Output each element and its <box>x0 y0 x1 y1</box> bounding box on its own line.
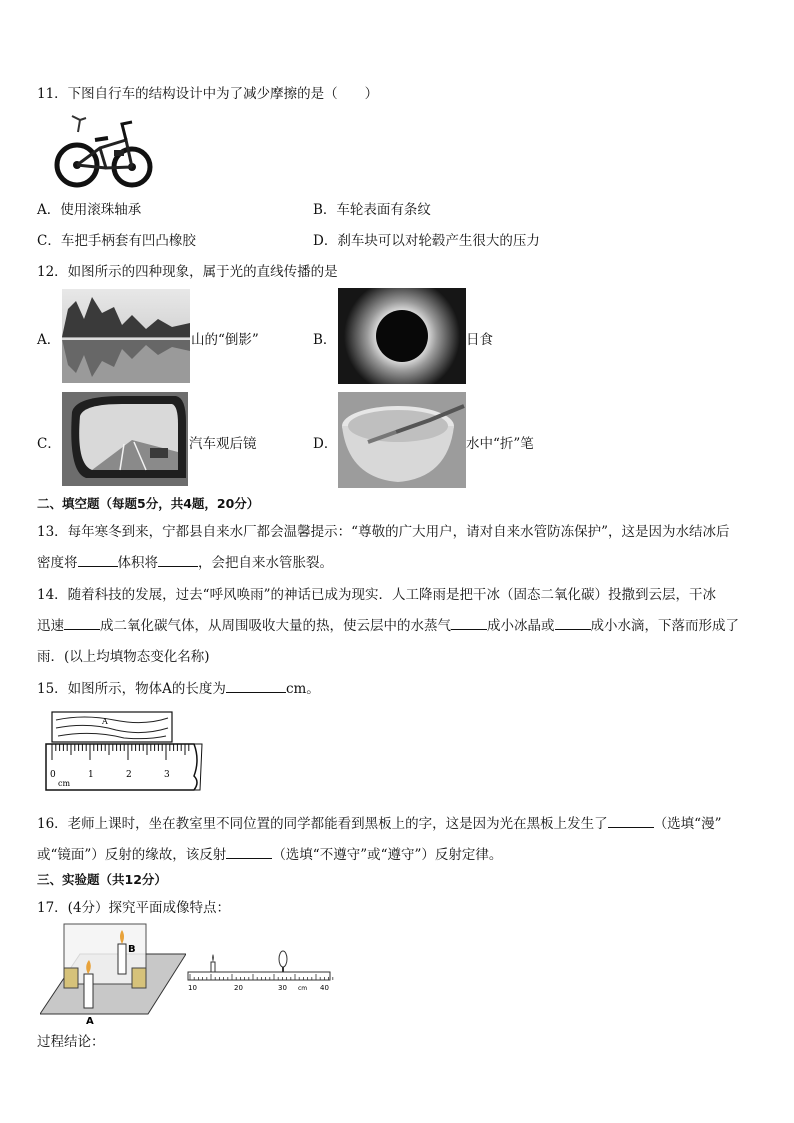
q13-text-a: 密度将 <box>37 555 78 571</box>
ruler-label-1: 1 <box>88 770 94 780</box>
q14-text-d: 成小水滴，下落而形成了 <box>590 618 739 634</box>
q14-blank-1[interactable] <box>64 616 100 630</box>
rearview-mirror-image <box>62 392 188 486</box>
q15-text-a: 15．如图所示，物体A的长度为 <box>37 681 226 697</box>
bicycle-image <box>50 110 154 192</box>
q12-option-d-caption: 水中“折”笔 <box>466 436 534 452</box>
q17-conclusion: 过程结论： <box>37 1034 105 1050</box>
q16-blank-1[interactable] <box>608 814 654 828</box>
q13-line1: 13．每年寒冬到来，宁都县自来水厂都会温馨提示：“尊敬的广大用户，请对自来水管防冻保护”，这是因为水结冰后 <box>37 524 730 540</box>
q15-stem <box>37 677 320 697</box>
q16-text-d: （选填“不遵守”或“遵守”）反射定律。 <box>272 847 503 863</box>
q13-blank-1[interactable] <box>78 553 118 567</box>
ruler-label-0: 0 <box>50 770 56 780</box>
q14-blank-2[interactable] <box>451 616 487 630</box>
q12-option-b-caption: 日食 <box>466 332 493 348</box>
solar-eclipse-image <box>338 288 466 384</box>
q12-option-d-letter[interactable]: D． <box>313 436 338 452</box>
q12-option-a-letter[interactable]: A． <box>37 332 61 348</box>
object-label: A <box>102 717 108 726</box>
bench-label-unit: cm <box>298 985 308 992</box>
section-2-heading: 二、填空题（每题5分，共4题，20分） <box>37 496 260 511</box>
q14-text-b: 成二氧化碳气体，从周围吸收大量的热，使云层中的水蒸气 <box>100 618 451 634</box>
candle-b-label: B <box>128 944 136 955</box>
ruler-label-3: 3 <box>164 770 170 780</box>
q12-option-c-caption: 汽车观后镜 <box>189 436 257 452</box>
q11-option-d[interactable]: D．刹车块可以对轮毂产生很大的压力 <box>313 233 540 249</box>
q16-text-c: 或“镜面”）反射的缘故，该反射 <box>37 847 227 863</box>
ruler-figure <box>44 710 204 796</box>
mountain-reflection-image <box>62 289 190 383</box>
q14-line1: 14．随着科技的发展，过去“呼风唤雨”的神话已成为现实．人工降雨是把干冰（固态二氧化碳）投撒到云层，干冰 <box>37 587 716 603</box>
plane-mirror-setup-image <box>40 922 186 1026</box>
bench-label-40: 40 <box>320 984 329 992</box>
q11-option-b[interactable]: B．车轮表面有条纹 <box>313 202 431 218</box>
q12-option-a-caption: 山的“倒影” <box>191 332 259 348</box>
q11-stem: 11．下图自行车的结构设计中为了减少摩擦的是（ ） <box>37 86 379 102</box>
q13-blank-2[interactable] <box>158 553 198 567</box>
q16-line1 <box>37 812 722 832</box>
q16-blank-2[interactable] <box>226 845 272 859</box>
q13-text-c: ，会把自来水管胀裂。 <box>198 555 333 571</box>
optical-bench-image <box>186 946 334 994</box>
q11-option-c[interactable]: C．车把手柄套有凹凸橡胶 <box>37 233 196 249</box>
q16-line2 <box>37 843 502 863</box>
q14-line2 <box>37 614 739 634</box>
bench-label-30: 30 <box>278 984 287 992</box>
q12-option-b-letter[interactable]: B． <box>313 332 337 348</box>
q12-option-c-letter[interactable]: C． <box>37 436 61 452</box>
candle-a-label: A <box>86 1016 94 1026</box>
q14-text-a: 迅速 <box>37 618 64 634</box>
q15-blank[interactable] <box>226 679 286 693</box>
q11-option-a[interactable]: A．使用滚珠轴承 <box>37 202 142 218</box>
q13-line2 <box>37 551 333 571</box>
bench-label-20: 20 <box>234 984 243 992</box>
q14-line3: 雨．(以上均填物态变化名称) <box>37 649 210 665</box>
q14-blank-3[interactable] <box>555 616 591 630</box>
ruler-unit: cm <box>58 779 71 788</box>
q14-text-c: 成小冰晶或 <box>487 618 555 634</box>
q13-text-b: 体积将 <box>117 555 158 571</box>
q17-stem: 17．(4分）探究平面成像特点： <box>37 900 231 916</box>
q16-text-a: 16．老师上课时，坐在教室里不同位置的同学都能看到黑板上的字，这是因为光在黑板上发生了 <box>37 816 608 832</box>
q12-stem: 12．如图所示的四种现象，属于光的直线传播的是 <box>37 264 338 280</box>
q16-text-b: （选填“漫” <box>653 816 722 832</box>
bench-label-10: 10 <box>188 984 197 992</box>
q15-text-b: cm。 <box>285 681 320 697</box>
ruler-label-2: 2 <box>126 770 132 780</box>
section-3-heading: 三、实验题（共12分） <box>37 872 167 887</box>
bent-pencil-bowl-image <box>338 392 466 488</box>
